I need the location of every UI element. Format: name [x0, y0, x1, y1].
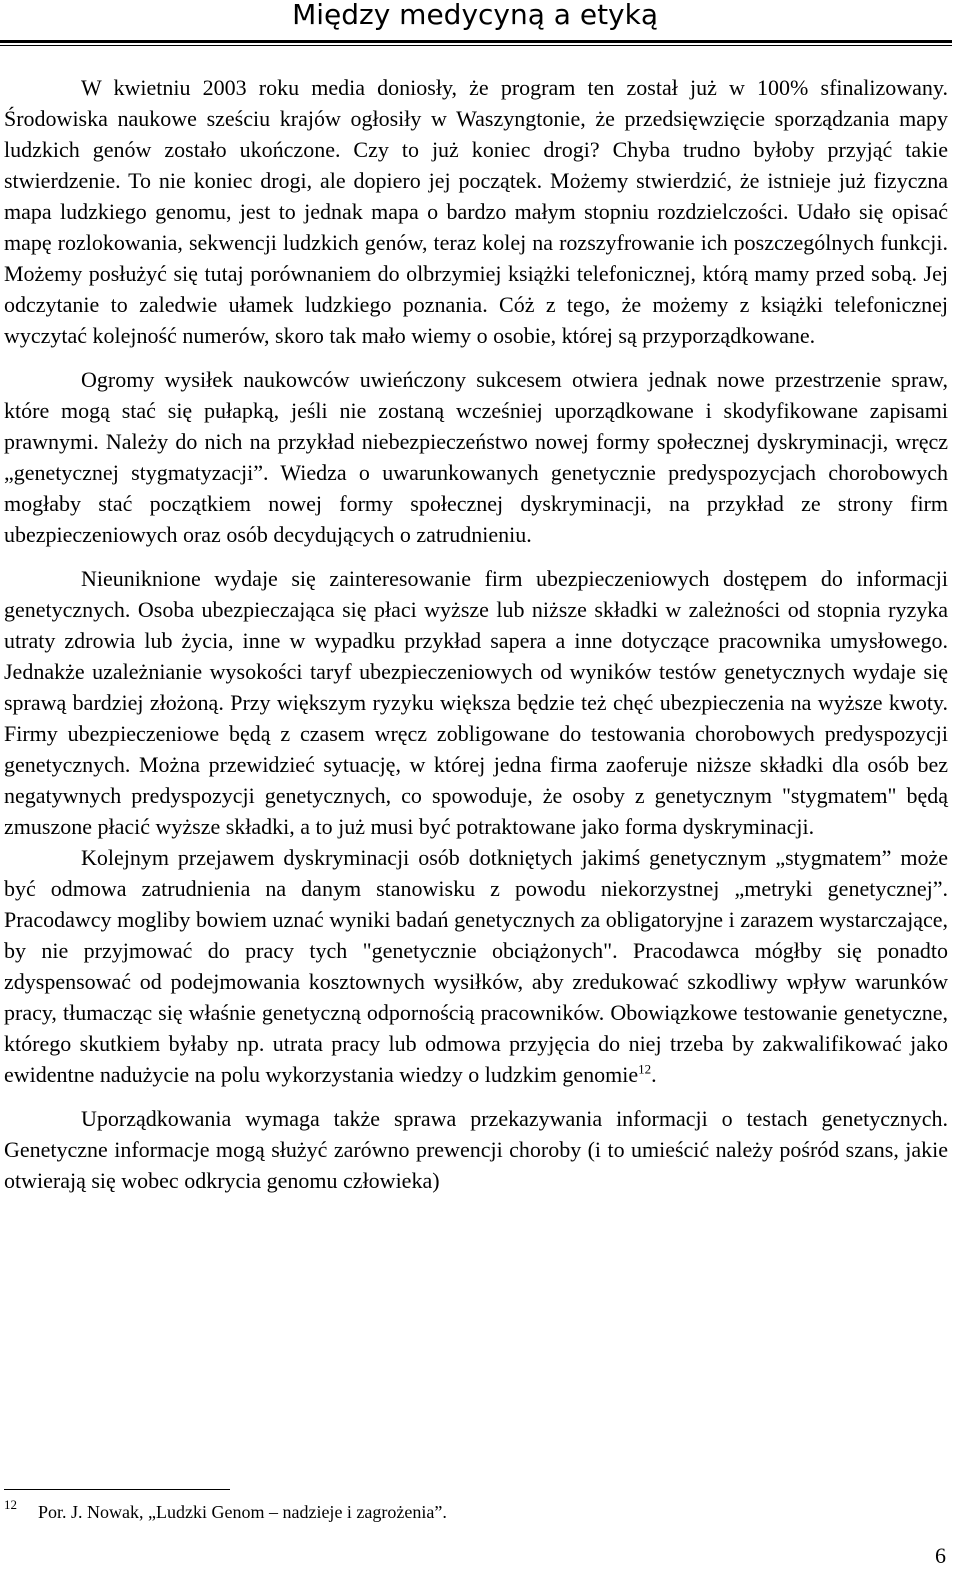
paragraph-3: Nieuniknione wydaje się zainteresowanie firm ubezpieczeniowych dostępem do informacji genetycznych. Osoba ubezpieczająca się płaci wyższe lub niższe składki w zależności od stopnia ryzyka utraty zdrowia lub życia, inne w wypadku przykład sapera a inne dotyczące pracownika umysłowego. Jednakże uzależnianie wysokości taryf ubezpieczeniowych od wyników testów genetycznych wydaje się sprawą bardziej złożoną. Przy większym ryzyku większa będzie też chęć ubezpieczenia na wyższe kwoty. Firmy ubezpieczeniowe będą z czasem wręcz zobligowane do testowania chorobowych predyspozycji genetycznych. Można przewidzieć sytuację, w której jedna firma zaoferuje niższe składki dla osób bez negatywnych predyspozycji genetycznych, co spowoduje, że osoby z genetycznym "stygmatem" będą zmuszone płacić wyższe składki, a to już musi być potraktowane jako forma dyskryminacji. [4, 566, 948, 839]
footnote-text: Por. J. Nowak, „Ludzki Genom – nadzieje i zagrożenia”. [38, 1502, 447, 1522]
page-header [0, 0, 960, 44]
footnote-number: 12 [4, 1497, 17, 1512]
paragraph-2: Ogromy wysiłek naukowców uwieńczony sukcesem otwiera jednak nowe przestrzenie spraw, które mogą stać się pułapką, jeśli nie zostaną wcześniej uporządkowane i skodyfikowane zapisami prawnymi. Należy do nich na przykład niebezpieczeństwo nowej formy społecznej dyskryminacji, wręcz „genetycznej stygmatyzacji”. Wiedza o uwarunkowanych genetycznie predyspozycjach chorobowych mogłaby stać początkiem nowej formy społecznej dyskryminacji, na przykład ze strony firm ubezpieczeniowych oraz osób decydujących o zatrudnieniu. [4, 367, 948, 547]
footnote-reference[interactable]: 12 [638, 1061, 652, 1077]
paragraph-4-text: Kolejnym przejawem dyskryminacji osób dotkniętych jakimś genetycznym „stygmatem” może być odmowa zatrudnienia na danym stanowisku z powodu niekorzystnej „metryki genetycznej”. Pracodawcy mogliby bowiem uznać wyniki badań genetycznych za obligatoryjne i zarazem wystarczające, by nie przyjmować do pracy tych "genetycznie obciążonych". Pracodawca mógłby się ponadto zdyspensować od podejmowania kosztownych wysiłków, aby zredukować szkodliwy wpływ warunków pracy, tłumacząc się właśnie genetyczną odpornością pracowników. Obowiązkowe testowanie genetyczne, którego skutkiem byłaby np. utrata pracy lub odmowa przyjęcia do niej trzeba by zakwalifikować jako ewidentne nadużycie na polu wykorzystania wiedzy o ludzkim genomie [4, 845, 948, 1087]
running-title: Między medycyną a etyką [292, 0, 658, 31]
header-rule-thick [0, 40, 952, 43]
paragraph-1: W kwietniu 2003 roku media doniosły, że program ten został już w 100% sfinalizowany. Środowiska naukowe sześciu krajów ogłosiły w Waszyngtonie, że przedsięwzięcie sporządzania mapy ludzkich genów zostało ukończone. Czy to już koniec drogi? Chyba trudno byłoby przyjąć takie stwierdzenie. To nie koniec drogi, ale dopiero jej początek. Możemy stwierdzić, że istnieje już fizyczna mapa ludzkiego genomu, jest to jednak mapa o bardzo małym stopniu rozdzielczości. Udało się opisać mapę rozlokowania, sekwencji ludzkich genów, teraz kolej na rozszyfrowanie ich poszczególnych funkcji. Możemy posłużyć się tutaj porównaniem do olbrzymiej książki telefonicznej, którą mamy przed sobą. Jej odczytanie to zaledwie ułamek ludzkiego poznania. Cóż z tego, że możemy z książki telefonicznej wyczytać kolejność numerów, skoro tak mało wiemy o osobie, której są przyporządkowane. [4, 75, 948, 348]
paragraph-4: Kolejnym przejawem dyskryminacji osób dotkniętych jakimś genetycznym „stygmatem” może być odmowa zatrudnienia na danym stanowisku z powodu niekorzystnej „metryki genetycznej”. Pracodawcy mogliby bowiem uznać wyniki badań genetycznych za obligatoryjne i zarazem wystarczające, by nie przyjmować do pracy tych "genetycznie obciążonych". Pracodawca mógłby się ponadto zdyspensować od podejmowania kosztownych wysiłków, aby zredukować szkodliwy wpływ warunków pracy, tłumacząc się właśnie genetyczną odpornością pracowników. Obowiązkowe testowanie genetyczne, którego skutkiem byłaby np. utrata pracy lub odmowa przyjęcia do niej trzeba by zakwalifikować jako ewidentne nadużycie na polu wykorzystania wiedzy o ludzkim genomie$^{12}$. [4, 845, 948, 1087]
paragraph-5: Uporządkowania wymaga także sprawa przekazywania informacji o testach genetycznych. Genetyczne informacje mogą służyć zarówno prewencji choroby (i to umieścić należy pośród szans, jakie otwierają się wobec odkrycia genomu człowieka) [4, 1106, 948, 1193]
footnote-separator [4, 1489, 230, 1490]
header-rule-thin [0, 45, 952, 46]
page-number: 6 [935, 1543, 946, 1568]
body-text [4, 72, 948, 1196]
